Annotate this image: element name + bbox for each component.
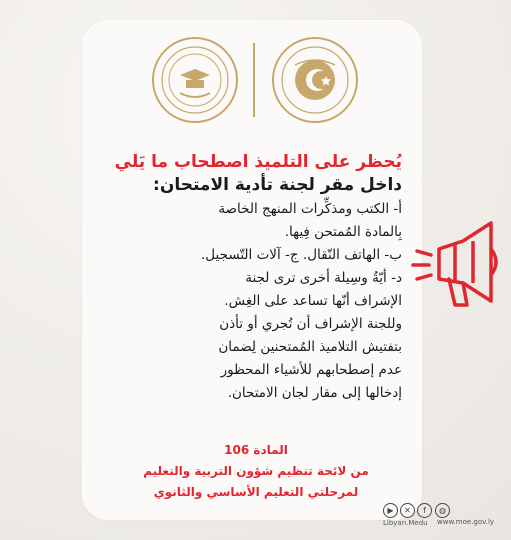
body-line: أ- الكتب ومذكِّرات المنهج الخاصة <box>218 201 402 217</box>
body-line: بتفتيش التلاميذ المُمتحنين لِضمان <box>218 339 402 355</box>
footer-article: المادة 106 <box>224 443 288 457</box>
logos <box>150 35 360 125</box>
body-line: وللجنة الإشراف أن تُجري أو تأذن <box>219 316 402 332</box>
body-line: د- أيّةُ وسِيلة أخرى ترى لجنة <box>245 270 402 286</box>
footer-line-3: لمرحلتي التعليم الأساسي والثانوي <box>153 485 359 499</box>
youtube-icon[interactable]: ▶ <box>383 503 398 518</box>
body-line: ب- الهاتف النّقال. ج- آلات التّسجيل. <box>201 247 402 263</box>
globe-icon[interactable]: ◍ <box>435 503 450 518</box>
body-line: بِالمادة المُمتحن فِيها. <box>284 224 402 240</box>
state-emblem-icon <box>270 35 360 125</box>
facebook-icon[interactable]: f <box>417 503 432 518</box>
heading-line-1: يُحظر على التلميذ اصطحاب ما يَلي <box>114 152 402 172</box>
heading-line-2: داخل مقر لجنة تأدية الامتحان: <box>153 175 402 195</box>
ministry-education-seal-icon <box>150 35 240 125</box>
footer-line-2: من لائحة تنظيم شؤون التربية والتعليم <box>143 464 369 478</box>
logo-divider <box>253 43 255 117</box>
megaphone-icon <box>411 213 503 311</box>
social-handle: Libyan.Medu <box>383 519 428 527</box>
body-line: عدم إصطحابهم للأشياء المحظور <box>220 362 402 378</box>
website-url[interactable]: www.moe.gov.ly <box>437 518 495 526</box>
body-line: الإشراف أنّها تساعد على الغِش. <box>224 293 402 309</box>
footer-citation <box>110 440 402 503</box>
x-twitter-icon[interactable]: ✕ <box>400 503 415 518</box>
body-text <box>110 198 402 405</box>
body-line: إدخالها إلى مقار لجان الامتحان. <box>227 385 402 401</box>
